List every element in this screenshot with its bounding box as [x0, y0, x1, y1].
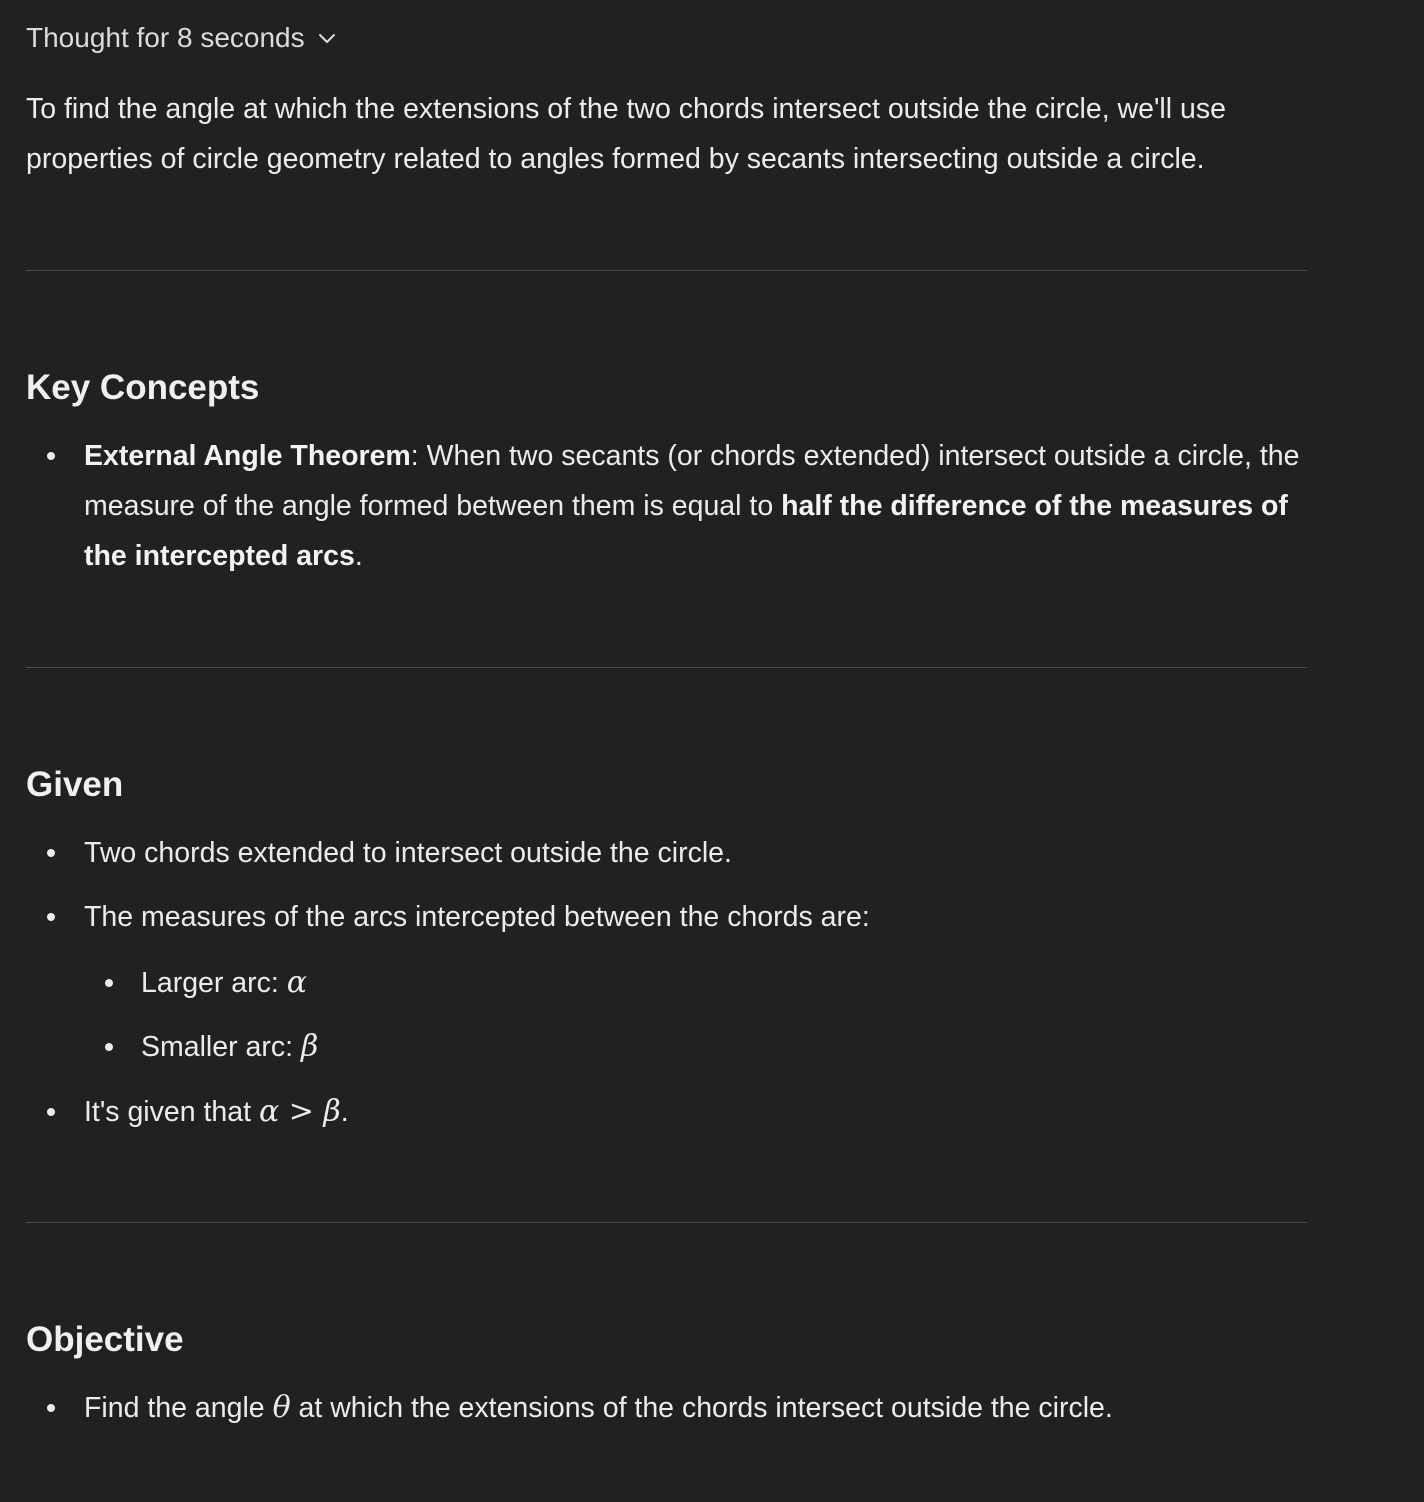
list-item: It's given that α > β. — [26, 1087, 1307, 1137]
objective-heading: Objective — [26, 1320, 184, 1359]
objective-list — [26, 1383, 1307, 1433]
chevron-down-icon — [317, 28, 337, 48]
thought-label: Thought for 8 seconds — [26, 22, 305, 53]
inequality-math: α > β — [258, 1094, 341, 1129]
list-item: Two chords extended to intersect outside the circle. — [26, 828, 1307, 878]
alpha-symbol: α — [286, 965, 307, 1000]
sub-list-item: Larger arc: α — [26, 958, 1307, 1008]
key-concepts-list — [26, 431, 1307, 581]
intro-paragraph: To find the angle at which the extensions of the two chords intersect outside the circle, we'll use properties of circle geometry related to angles formed by secants intersecting outside a circle. — [26, 93, 1226, 175]
thought-toggle[interactable] — [26, 20, 337, 56]
list-item: External Angle Theorem: When two secants (or chords extended) intersect outside a circle, the measure of the angle formed between them is equal to half the difference of the measures of the intercepted arcs. — [26, 431, 1307, 581]
key-concepts-heading: Key Concepts — [26, 368, 260, 407]
divider — [26, 667, 1307, 668]
beta-symbol: β — [300, 1029, 319, 1064]
given-list — [26, 828, 1307, 1137]
list-item: The measures of the arcs intercepted between the chords are: — [26, 892, 1307, 942]
list-item: Find the angle θ at which the extensions of the chords intersect outside the circle. — [26, 1383, 1307, 1433]
divider — [26, 1222, 1307, 1223]
theorem-emphasis: half the difference of the measures of the intercepted arcs — [84, 490, 1288, 572]
sub-list-item: Smaller arc: β — [26, 1022, 1307, 1072]
theorem-term: External Angle Theorem — [84, 440, 411, 472]
given-heading: Given — [26, 765, 124, 804]
theta-symbol: θ — [272, 1390, 291, 1425]
divider — [26, 270, 1307, 271]
